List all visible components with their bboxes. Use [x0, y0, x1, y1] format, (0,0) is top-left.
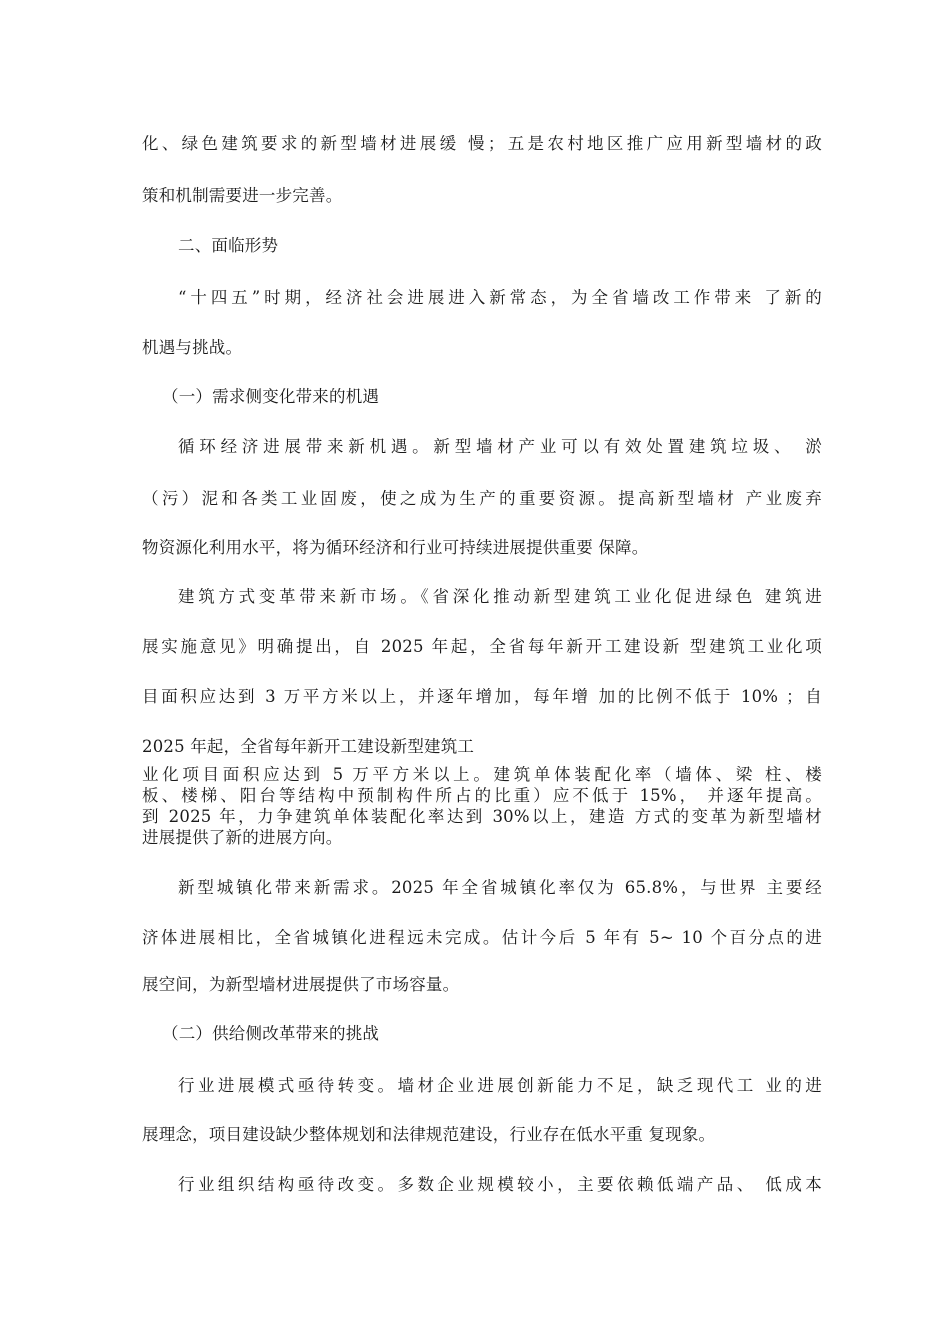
text-line: 板、楼梯、阳台等结构中预制构件所占的比重）应不低于 15%， 并逐年提高。	[142, 786, 822, 805]
text-line: 建筑方式变革带来新市场。《省深化推动新型建筑工业化促进绿色 建筑进	[178, 587, 822, 606]
text-line: 化、绿色建筑要求的新型墙材进展缓 慢；五是农村地区推广应用新型墙材的政	[142, 134, 822, 153]
section-heading: 二、面临形势	[178, 236, 279, 255]
text-line: 策和机制需要进一步完善。	[142, 186, 343, 205]
text-line: 行业组织结构亟待改变。多数企业规模较小，主要依赖低端产品、 低成本	[178, 1175, 822, 1194]
text-line: 业化项目面积应达到 5 万平方米以上。建筑单体装配化率（墙体、梁 柱、楼	[142, 765, 822, 784]
text-line: 机遇与挑战。	[142, 338, 243, 357]
text-line: 2025 年起，全省每年新开工建设新型建筑工	[142, 737, 475, 756]
dense-paragraph	[142, 764, 822, 848]
text-line: 济体进展相比，全省城镇化进程远未完成。估计今后 5 年有 5~ 10 个百分点的进	[142, 928, 822, 947]
text-line: （污）泥和各类工业固废，使之成为生产的重要资源。提高新型墙材 产业废弃	[142, 489, 822, 508]
text-line: 展理念，项目建设缺少整体规划和法律规范建设，行业存在低水平重 复现象。	[142, 1125, 716, 1144]
subsection-heading: （一）需求侧变化带来的机遇	[162, 387, 380, 406]
text-line: 循环经济进展带来新机遇。新型墙材产业可以有效处置建筑垃圾、 淤	[178, 437, 822, 456]
text-line: 新型城镇化带来新需求。2025 年全省城镇化率仅为 65.8%，与世界 主要经	[178, 878, 822, 897]
subsection-heading: （二）供给侧改革带来的挑战	[162, 1024, 380, 1043]
text-line: 行业进展模式亟待转变。墙材企业进展创新能力不足，缺乏现代工 业的进	[178, 1076, 822, 1095]
text-line: 展实施意见》明确提出，自 2025 年起，全省每年新开工建设新 型建筑工业化项	[142, 637, 822, 656]
text-line: “十四五”时期，经济社会进展进入新常态，为全省墙改工作带来 了新的	[178, 288, 822, 307]
text-line: 物资源化利用水平，将为循环经济和行业可持续进展提供重要 保障。	[142, 538, 649, 557]
text-line: 展空间，为新型墙材进展提供了市场容量。	[142, 975, 460, 994]
text-line: 目面积应达到 3 万平方米以上，并逐年增加，每年增 加的比例不低于 10% ；自	[142, 687, 822, 706]
text-line: 到 2025 年，力争建筑单体装配化率达到 30%以上，建造 方式的变革为新型墙材	[142, 807, 822, 826]
text-line: 进展提供了新的进展方向。	[142, 828, 343, 847]
